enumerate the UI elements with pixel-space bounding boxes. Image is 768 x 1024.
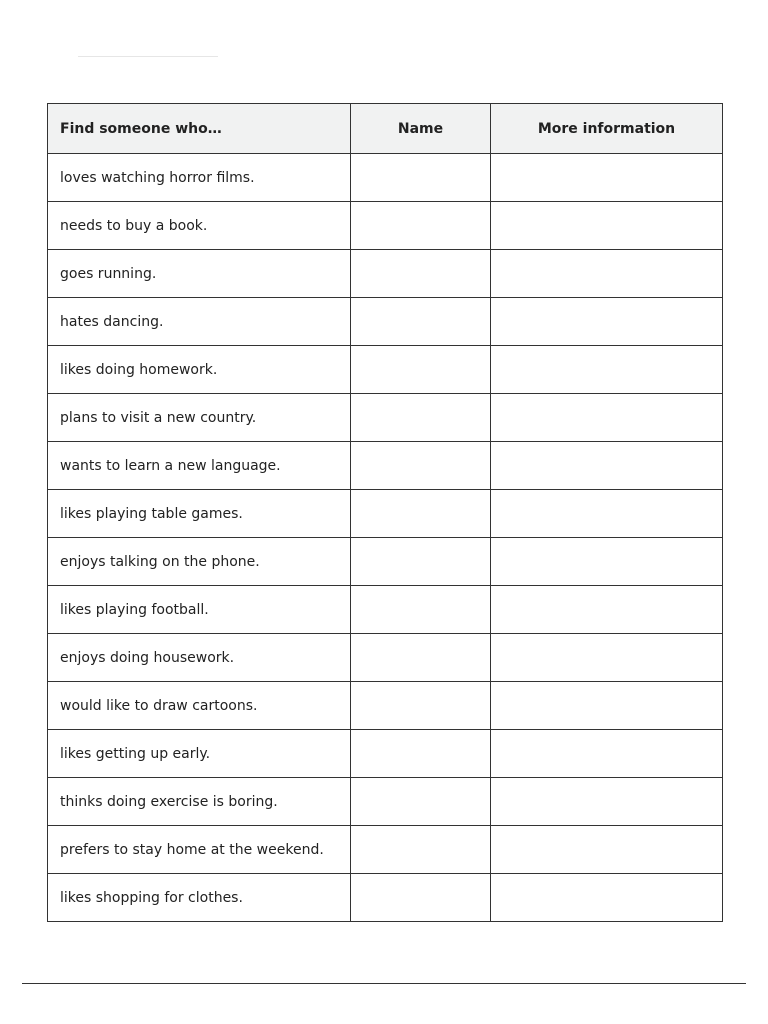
name-cell[interactable]: [351, 298, 491, 346]
table-row: [48, 586, 723, 634]
name-cell[interactable]: [351, 394, 491, 442]
prompt-cell: loves watching horror films.: [48, 154, 351, 202]
table-row: [48, 538, 723, 586]
name-cell[interactable]: [351, 490, 491, 538]
table-row: [48, 442, 723, 490]
prompt-cell: thinks doing exercise is boring.: [48, 778, 351, 826]
more-information-cell[interactable]: [491, 250, 723, 298]
table-row: [48, 394, 723, 442]
more-information-cell[interactable]: [491, 442, 723, 490]
more-information-cell[interactable]: [491, 394, 723, 442]
prompt-cell: likes shopping for clothes.: [48, 874, 351, 922]
prompt-cell: enjoys talking on the phone.: [48, 538, 351, 586]
table-row: [48, 490, 723, 538]
name-cell[interactable]: [351, 586, 491, 634]
more-information-cell[interactable]: [491, 346, 723, 394]
more-information-cell[interactable]: [491, 586, 723, 634]
find-someone-who-table: [47, 103, 723, 922]
name-cell[interactable]: [351, 682, 491, 730]
more-information-cell[interactable]: [491, 730, 723, 778]
name-cell[interactable]: [351, 778, 491, 826]
table-row: [48, 826, 723, 874]
table-row: [48, 250, 723, 298]
name-cell[interactable]: [351, 442, 491, 490]
table-row: [48, 346, 723, 394]
table-row: [48, 778, 723, 826]
name-cell[interactable]: [351, 346, 491, 394]
top-divider: [78, 56, 218, 57]
more-information-cell[interactable]: [491, 682, 723, 730]
table-row: [48, 682, 723, 730]
more-information-cell[interactable]: [491, 154, 723, 202]
more-information-cell[interactable]: [491, 202, 723, 250]
name-cell[interactable]: [351, 250, 491, 298]
more-information-cell[interactable]: [491, 538, 723, 586]
prompt-cell: prefers to stay home at the weekend.: [48, 826, 351, 874]
name-cell[interactable]: [351, 538, 491, 586]
header-name: Name: [351, 104, 491, 154]
more-information-cell[interactable]: [491, 874, 723, 922]
table-body: [48, 154, 723, 922]
name-cell[interactable]: [351, 202, 491, 250]
prompt-cell: needs to buy a book.: [48, 202, 351, 250]
table-row: [48, 874, 723, 922]
header-more-information: More information: [491, 104, 723, 154]
table-row: [48, 634, 723, 682]
more-information-cell[interactable]: [491, 826, 723, 874]
table-header-row: [48, 104, 723, 154]
bottom-divider: [22, 983, 746, 984]
name-cell[interactable]: [351, 154, 491, 202]
table-row: [48, 298, 723, 346]
header-find-someone-who: Find someone who…: [48, 104, 351, 154]
more-information-cell[interactable]: [491, 490, 723, 538]
prompt-cell: likes playing football.: [48, 586, 351, 634]
prompt-cell: would like to draw cartoons.: [48, 682, 351, 730]
prompt-cell: likes playing table games.: [48, 490, 351, 538]
prompt-cell: hates dancing.: [48, 298, 351, 346]
name-cell[interactable]: [351, 730, 491, 778]
more-information-cell[interactable]: [491, 634, 723, 682]
prompt-cell: wants to learn a new language.: [48, 442, 351, 490]
prompt-cell: enjoys doing housework.: [48, 634, 351, 682]
table-row: [48, 202, 723, 250]
name-cell[interactable]: [351, 874, 491, 922]
prompt-cell: plans to visit a new country.: [48, 394, 351, 442]
name-cell[interactable]: [351, 634, 491, 682]
prompt-cell: goes running.: [48, 250, 351, 298]
more-information-cell[interactable]: [491, 298, 723, 346]
prompt-cell: likes doing homework.: [48, 346, 351, 394]
table-row: [48, 730, 723, 778]
name-cell[interactable]: [351, 826, 491, 874]
table-row: [48, 154, 723, 202]
prompt-cell: likes getting up early.: [48, 730, 351, 778]
more-information-cell[interactable]: [491, 778, 723, 826]
